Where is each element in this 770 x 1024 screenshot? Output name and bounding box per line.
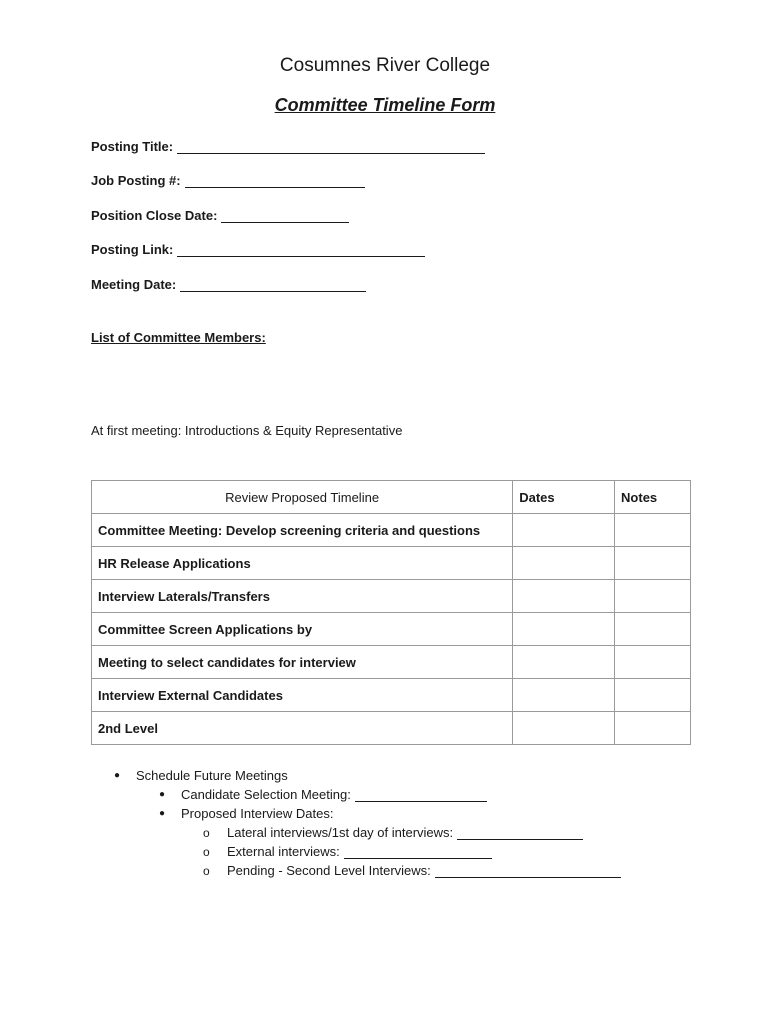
first-meeting-note: At first meeting: Introductions & Equity Representative	[91, 423, 403, 438]
position-close-date-label: Position Close Date:	[91, 208, 218, 223]
bullet-dot-icon: ●	[159, 808, 166, 819]
notes-cell[interactable]	[615, 712, 691, 745]
external-interviews-label: External interviews:	[227, 844, 340, 859]
dates-cell[interactable]	[513, 547, 615, 580]
notes-cell[interactable]	[615, 646, 691, 679]
candidate-selection-label: Candidate Selection Meeting:	[181, 787, 351, 802]
list-item	[203, 863, 621, 878]
table-row	[92, 646, 691, 679]
posting-title-label: Posting Title:	[91, 139, 174, 154]
dates-cell[interactable]	[513, 646, 615, 679]
timeline-table	[91, 480, 691, 745]
bullet-dot-icon: ●	[114, 770, 121, 781]
table-row	[92, 613, 691, 646]
notes-cell[interactable]	[615, 547, 691, 580]
table-row	[92, 712, 691, 745]
bullet-circle-icon: o	[203, 845, 210, 859]
job-posting-blank[interactable]	[185, 174, 365, 188]
position-close-date-blank[interactable]	[221, 209, 349, 223]
pending-second-level-label: Pending - Second Level Interviews:	[227, 863, 431, 878]
posting-title-field	[91, 139, 485, 154]
notes-cell[interactable]	[615, 580, 691, 613]
dates-cell[interactable]	[513, 613, 615, 646]
dates-cell[interactable]	[513, 580, 615, 613]
bullet-circle-icon: o	[203, 826, 210, 840]
meeting-date-field	[91, 277, 366, 292]
table-row	[92, 679, 691, 712]
job-posting-label: Job Posting #:	[91, 173, 181, 188]
bullet-circle-icon: o	[203, 864, 210, 878]
posting-title-blank[interactable]	[177, 140, 485, 154]
schedule-future-meetings-label: Schedule Future Meetings	[136, 768, 288, 783]
list-item	[159, 787, 487, 802]
list-item	[114, 768, 288, 783]
task-cell: 2nd Level	[92, 712, 513, 745]
table-header-row	[92, 481, 691, 514]
task-cell: Interview Laterals/Transfers	[92, 580, 513, 613]
college-name: Cosumnes River College	[279, 55, 491, 76]
dates-cell[interactable]	[513, 679, 615, 712]
task-cell: Meeting to select candidates for interview	[92, 646, 513, 679]
meeting-date-label: Meeting Date:	[91, 277, 177, 292]
bullet-dot-icon: ●	[159, 789, 166, 800]
task-cell: Committee Meeting: Develop screening criteria and questions	[92, 514, 513, 547]
task-cell: HR Release Applications	[92, 547, 513, 580]
dates-cell[interactable]	[513, 514, 615, 547]
table-row	[92, 580, 691, 613]
dates-cell[interactable]	[513, 712, 615, 745]
meeting-date-blank[interactable]	[180, 278, 366, 292]
task-cell: Committee Screen Applications by	[92, 613, 513, 646]
list-item	[203, 844, 492, 859]
notes-cell[interactable]	[615, 613, 691, 646]
posting-link-label: Posting Link:	[91, 242, 174, 257]
committee-members-heading: List of Committee Members:	[91, 330, 266, 345]
lateral-interviews-label: Lateral interviews/1st day of interviews:	[227, 825, 454, 840]
pending-second-level-blank[interactable]	[435, 864, 621, 878]
external-interviews-blank[interactable]	[344, 845, 492, 859]
form-title: Committee Timeline Form	[274, 95, 496, 115]
notes-cell[interactable]	[615, 514, 691, 547]
lateral-interviews-blank[interactable]	[457, 826, 583, 840]
notes-cell[interactable]	[615, 679, 691, 712]
header-notes: Notes	[615, 481, 691, 514]
header-dates: Dates	[513, 481, 615, 514]
proposed-interview-label: Proposed Interview Dates:	[181, 806, 334, 821]
list-item	[203, 825, 583, 840]
position-close-date-field	[91, 208, 349, 223]
posting-link-blank[interactable]	[177, 243, 425, 257]
table-row	[92, 514, 691, 547]
task-cell: Interview External Candidates	[92, 679, 513, 712]
posting-link-field	[91, 242, 425, 257]
job-posting-field	[91, 173, 365, 188]
header-review-timeline: Review Proposed Timeline	[92, 481, 513, 514]
table-row	[92, 547, 691, 580]
list-item	[159, 806, 334, 821]
candidate-selection-blank[interactable]	[355, 788, 487, 802]
